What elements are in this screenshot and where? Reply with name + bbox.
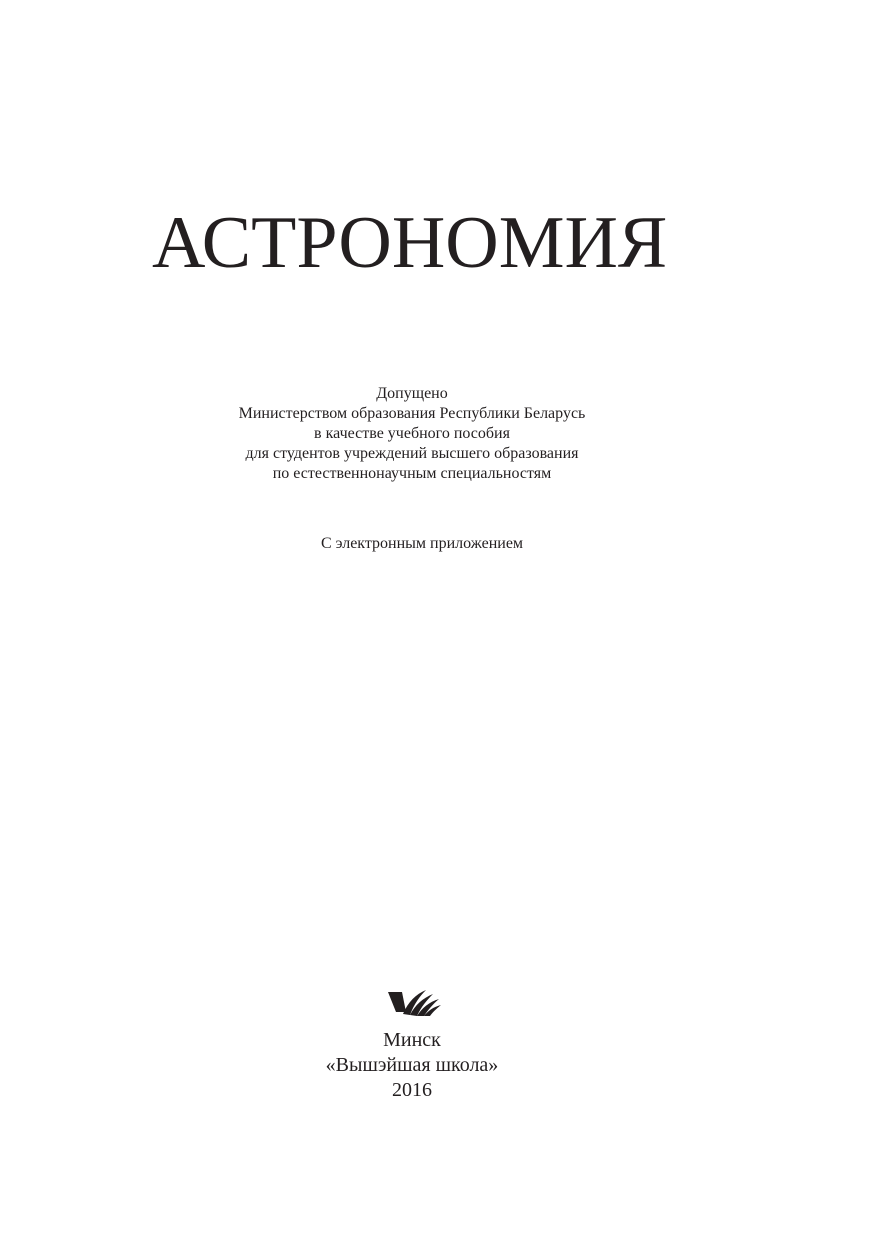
approval-line: в качестве учебного пособия bbox=[314, 425, 510, 442]
approval-statement bbox=[212, 384, 612, 484]
book-title: АСТРОНОМИЯ bbox=[152, 202, 668, 284]
electronic-supplement-note: С электронным приложением bbox=[320, 535, 524, 552]
approval-line: Допущено bbox=[376, 385, 448, 402]
publication-year: 2016 bbox=[392, 1079, 432, 1101]
publisher-imprint bbox=[262, 1028, 562, 1103]
publisher-logo-icon bbox=[386, 988, 442, 1018]
publisher-city: Минск bbox=[383, 1029, 441, 1051]
publisher-name: «Вышэйшая школа» bbox=[325, 1054, 499, 1076]
approval-line: для студентов учреждений высшего образования bbox=[245, 445, 579, 462]
approval-line: по естественнонаучным специальностям bbox=[272, 465, 552, 482]
approval-line: Министерством образования Республики Беларусь bbox=[238, 405, 586, 422]
